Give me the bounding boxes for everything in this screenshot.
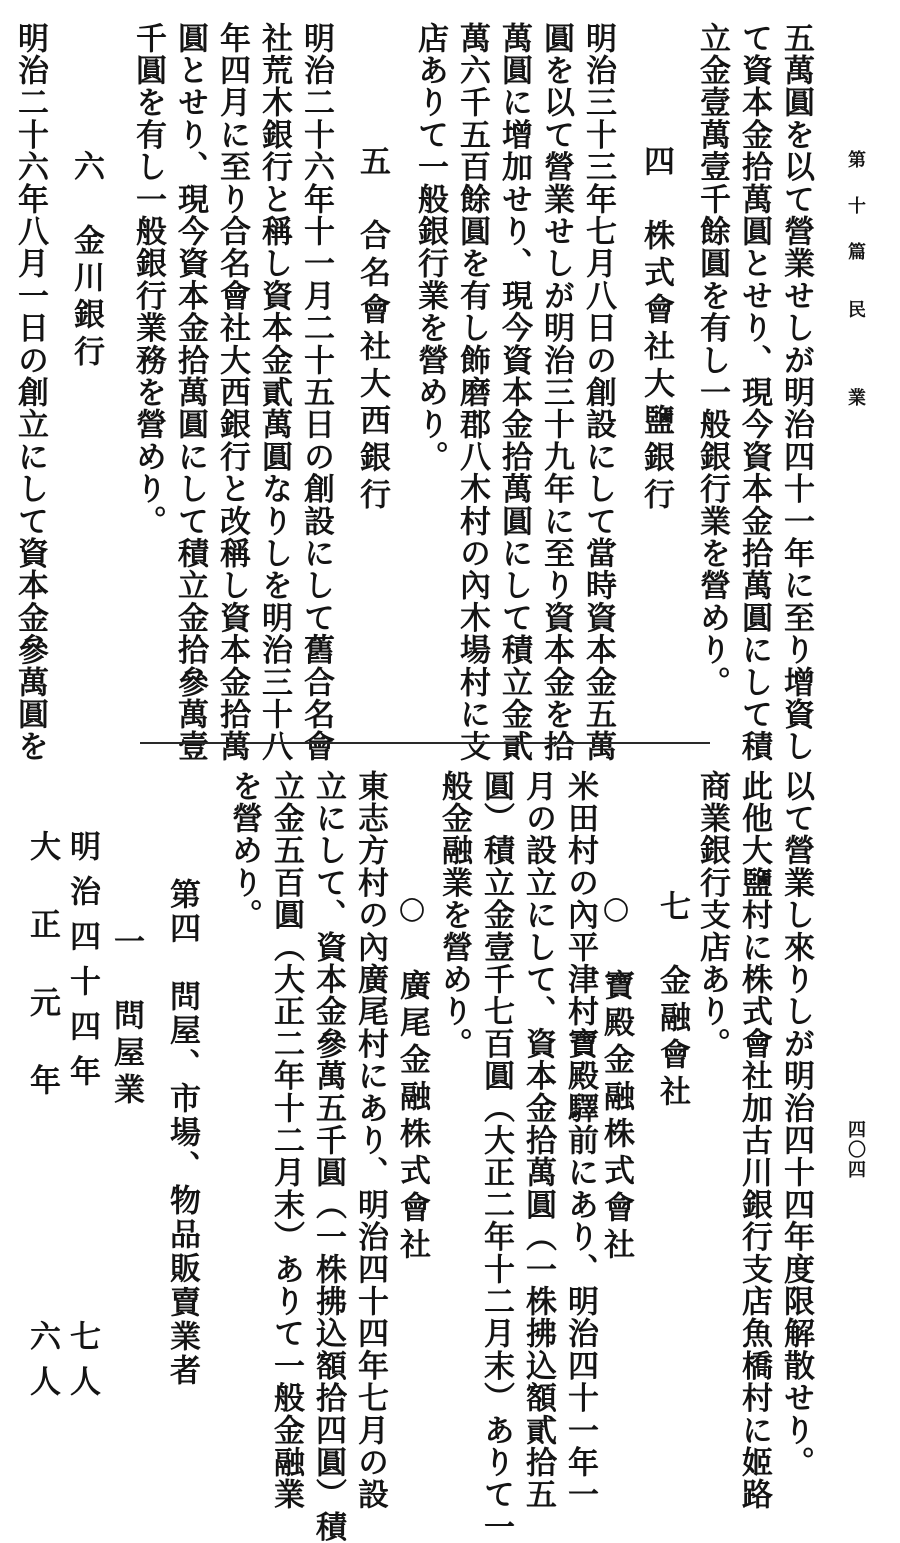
- sub1-line-3: 圓）積立金壹千七百圓（大正二年十二月末）ありて一: [478, 770, 514, 1543]
- part4-row-2-count: 六人: [24, 1320, 60, 1410]
- section6-heading: 六 金川銀行: [68, 150, 104, 372]
- upper-line-1: 五萬圓を以て營業せしが明治四十一年に至り增資し: [778, 22, 814, 763]
- section6-line-1: 明治二十六年八月一日の創立にして資本金參萬圓を: [12, 22, 48, 763]
- lower-line-2: 此他大鹽村に株式會社加古川銀行支店魚橋村に姬路: [736, 770, 772, 1511]
- header-section: 第十篇: [845, 150, 866, 288]
- sub1-line-2: 月の設立にして、資本金拾萬圓（一株拂込額貳拾五: [520, 770, 556, 1511]
- section5-line-4: 圓とせり、現今資本金拾萬圓にして積立金拾參萬壹: [172, 22, 208, 763]
- section4-line-1: 明治三十三年七月八日の創設にして當時資本金五萬: [580, 22, 616, 763]
- part4-row-2-year: 大正元年: [24, 830, 60, 1142]
- sub2-heading: ○ 廣尾金融株式會社: [394, 890, 430, 1265]
- lower-line-1: 以て營業し來りしが明治四十四年度限解散せり。: [778, 770, 814, 1479]
- sub1-line-1: 米田村の內平津村寶殿驛前にあり、明治四十一年一: [562, 770, 598, 1511]
- sub2-line-1: 東志方村の內廣尾村にあり、明治四十四年七月の設: [352, 770, 388, 1511]
- upper-line-2: て資本金拾萬圓とせり、現今資本金拾萬圓にして積: [736, 22, 772, 763]
- part4-heading: 第四 問屋、市場、物品販賣業者: [164, 878, 200, 1388]
- part4-subheading: 一 問屋業: [108, 925, 144, 1110]
- sub1-heading: ○ 寶殿金融株式會社: [598, 890, 634, 1265]
- part4-row-1-count: 七人: [64, 1320, 100, 1410]
- section4-line-2: 圓を以て營業せしが明治三十九年に至り資本金を拾: [538, 22, 574, 763]
- sub1-line-4: 般金融業を營めり。: [436, 770, 472, 1060]
- section4-line-4: 萬六千五百餘圓を有し飾磨郡八木村の內木場村に支: [454, 22, 490, 763]
- section5-line-2: 社荒木銀行と稱し資本金貳萬圓なりしを明治三十八: [256, 22, 292, 763]
- section5-line-3: 年四月に至り合名會社大西銀行と改稱し資本金拾萬: [214, 22, 250, 763]
- upper-line-3: 立金壹萬壹千餘圓を有し一般銀行業を營めり。: [694, 22, 730, 699]
- section4-line-3: 萬圓に增加せり、現今資本金拾萬圓にして積立金貳: [496, 22, 532, 763]
- part4-row-1-year: 明治四十四年: [64, 830, 100, 1100]
- section4-heading: 四 株式會社大鹽銀行: [638, 145, 674, 515]
- section-divider: [140, 742, 710, 744]
- page-number: 四〇四: [845, 1120, 866, 1180]
- lower-line-3: 商業銀行支店あり。: [694, 770, 730, 1060]
- sub2-line-2: 立にして、資本金參萬五千圓（一株拂込額拾四圓）積: [310, 770, 346, 1543]
- header-title: 民業: [845, 300, 866, 476]
- section5-heading: 五 合名會社大西銀行: [354, 145, 390, 515]
- sub2-line-4: を營めり。: [226, 770, 262, 931]
- sub2-line-3: 立金五百圓（大正二年十二月末）ありて一般金融業: [268, 770, 304, 1511]
- section4-line-5: 店ありて一般銀行業を營めり。: [412, 22, 448, 473]
- section5-line-5: 千圓を有し一般銀行業務を營めり。: [130, 22, 166, 538]
- section5-line-1: 明治二十六年十一月二十五日の創設にして舊合名會: [298, 22, 334, 763]
- section7-heading: 七 金融會社: [654, 890, 690, 1112]
